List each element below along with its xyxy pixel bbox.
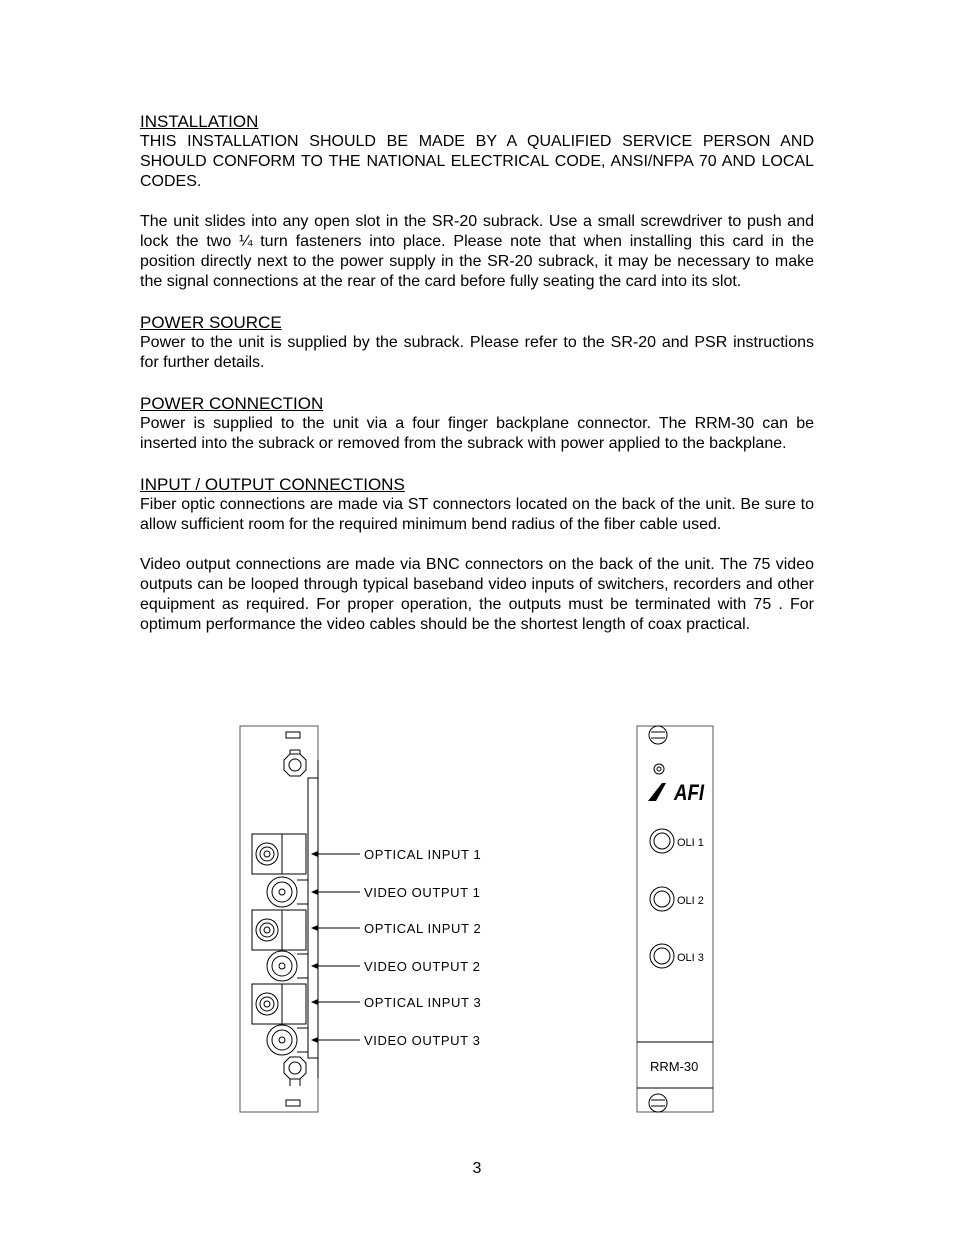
section-io-connections [140, 475, 814, 635]
rear-panel [240, 726, 318, 1112]
front-fastener-top [649, 726, 667, 744]
leader-lines [318, 854, 360, 1040]
front-label: OLI 3 [677, 952, 704, 964]
section-heading: INSTALLATION [140, 112, 259, 131]
section-installation [140, 112, 814, 292]
rear-label: VIDEO OUTPUT 3 [364, 1033, 481, 1048]
front-label: OLI 1 [677, 837, 704, 849]
paragraph: Video output connections are made via BNC connectors on the back of the unit. The 75 video outputs can be looped through typical baseband video inputs of switchers, recorders and other equipment as required. For proper operation, the outputs must be terminated with 75 . For optimum performance the video cables should be the shortest length of coax practical. [140, 556, 814, 633]
rear-label: OPTICAL INPUT 1 [364, 847, 482, 862]
front-fastener-bottom [649, 1094, 667, 1112]
panel-diagram [0, 720, 954, 1120]
video-output-2 [267, 951, 308, 981]
oli-1-connector [650, 829, 674, 853]
section-heading: POWER SOURCE [140, 313, 282, 332]
rear-fastener-bottom [284, 1057, 306, 1086]
section-heading: INPUT / OUTPUT CONNECTIONS [140, 475, 405, 494]
optical-input-2 [252, 910, 306, 950]
afi-logo-mark [648, 783, 666, 801]
video-output-1 [267, 877, 308, 907]
panel-diagram-svg [0, 720, 954, 1120]
rear-label: VIDEO OUTPUT 2 [364, 959, 481, 974]
paragraph: Power is supplied to the unit via a four finger backplane connector. The RRM-30 can be inserted into the subrack or removed from the subrack with power applied to the backplane. [140, 415, 814, 452]
rear-label: OPTICAL INPUT 2 [364, 921, 482, 936]
rear-fastener-top [284, 750, 306, 776]
leader-arrows [311, 851, 318, 1043]
paragraph: The unit slides into any open slot in the SR-20 subrack. Use a small screwdriver to push and lock the two ¼ turn fasteners into place. Please note that when installing this card in the position directly next to the power supply in the SR-20 subrack, it may be necessary to make the signal connections at the rear of the card before fully seating the card into its slot. [140, 213, 814, 290]
optical-input-1 [252, 834, 306, 874]
rear-label: VIDEO OUTPUT 1 [364, 885, 481, 900]
document-body [140, 112, 814, 635]
section-heading: POWER CONNECTION [140, 394, 324, 413]
paragraph: Fiber optic connections are made via ST connectors located on the back of the unit. Be sure to allow sufficient room for the required minimum bend radius of the fiber cable used. [140, 496, 814, 533]
afi-logo: AFI [673, 780, 705, 805]
page-number: 3 [472, 1160, 482, 1177]
oli-3-connector [650, 944, 674, 968]
front-label: OLI 2 [677, 895, 704, 907]
paragraph: Power to the unit is supplied by the subrack. Please refer to the SR-20 and PSR instructions for further details. [140, 334, 814, 371]
oli-2-connector [650, 887, 674, 911]
video-output-3 [267, 1025, 308, 1055]
paragraph: THIS INSTALLATION SHOULD BE MADE BY A QUALIFIED SERVICE PERSON AND SHOULD CONFORM TO THE NATIONAL ELECTRICAL CODE, ANSI/NFPA 70 AND LOCAL CODES. [140, 133, 814, 190]
model-label: RRM-30 [650, 1059, 699, 1074]
power-led-icon [654, 764, 664, 774]
optical-input-3 [252, 984, 306, 1024]
section-power-source [140, 313, 814, 373]
rear-label: OPTICAL INPUT 3 [364, 995, 482, 1010]
section-power-connection [140, 394, 814, 454]
